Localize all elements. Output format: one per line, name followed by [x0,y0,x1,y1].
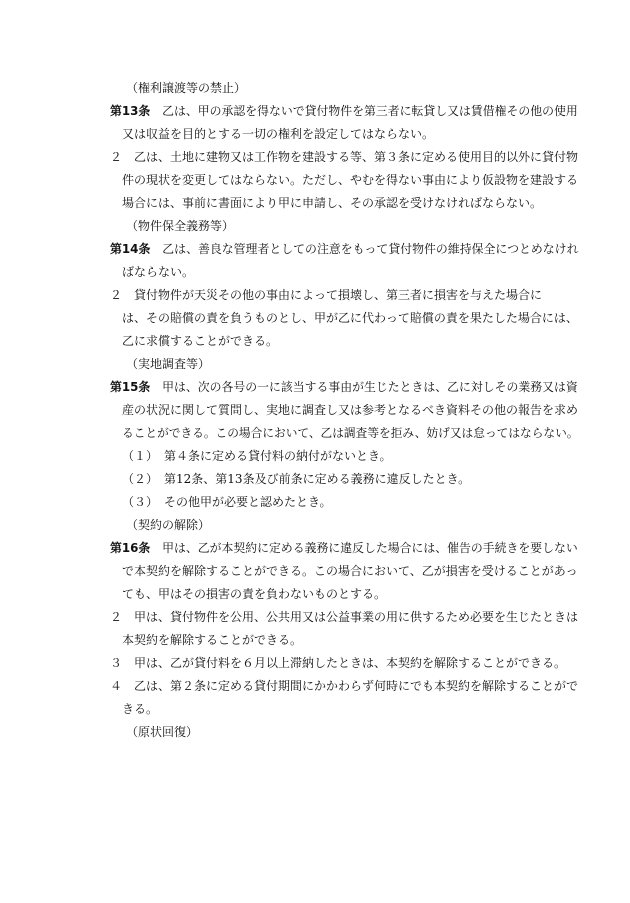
clause-text: 貸付物件が天災その他の事由によって損壊し、第三者に損害を与えた場合に [134,288,543,302]
clause-number: ２ [110,150,123,164]
list-item [122,471,470,487]
article-line [110,379,578,395]
clause-line [110,678,578,694]
clause-number: ２ [110,288,123,302]
article-line [110,540,578,556]
clause-number: ４ [110,679,123,693]
article-line [110,103,578,119]
clause-text: は、その賠償の責を負うものとし、甲が乙に代わって賠償の責を果たした場合には、 [122,311,578,325]
article-number: 第13条 [110,104,151,118]
article-text: 甲は、次の各号の一に該当する事由が生じたときは、乙に対しその業務又は資 [162,380,578,394]
article-text: で本契約を解除することができる。この場合において、乙が損害を受けることがあっ [122,564,578,578]
article-heading: （実地調査等） [126,357,211,371]
clause-text: 乙は、土地に建物又は工作物を建設する等、第３条に定める使用目的以外に貸付物 [134,150,579,164]
article-number: 第16条 [110,541,151,555]
clause-text: 甲は、貸付物件を公用、公共用又は公益事業の用に供するため必要を生じたときは [134,610,579,624]
clause-text: 甲は、乙が貸付料を６月以上滞納したときは、本契約を解除することができる。 [134,656,567,670]
article-heading: （権利譲渡等の禁止） [126,81,247,95]
article-text: 乙は、善良な管理者としての注意をもって貸付物件の維持保全につとめなけれ [162,242,579,256]
article-heading: （契約の解除） [126,518,211,532]
clause-line [110,149,578,165]
clause-number: ３ [110,656,123,670]
clause-line [110,609,578,625]
article-text: 又は収益を目的とする一切の権利を設定してはならない。 [122,127,435,141]
item-text: 第４条に定める貸付料の納付がないとき。 [164,449,392,463]
article-text: ても、甲はその損害の責を負わないものとする。 [122,587,387,601]
clause-text: 件の現状を変更してはならない。ただし、やむを得ない事由により仮設物を建設する [122,173,579,187]
article-text: 産の状況に関して質問し、実地に調査し又は参考となるべき資料その他の報告を求め [122,403,579,417]
list-item [122,448,392,464]
clause-text: 本契約を解除することができる。 [122,633,303,647]
item-text: その他甲が必要と認めたとき。 [164,495,332,509]
article-line [110,241,578,257]
item-text: 第12条、第13条及び前条に定める義務に違反したとき。 [164,472,471,486]
article-number: 第15条 [110,380,151,394]
article-heading: （物件保全義務等） [126,219,235,233]
article-heading: （原状回復） [126,725,199,739]
clause-text: きる。 [122,702,159,716]
clause-number: ２ [110,610,123,624]
item-number: （２） [122,472,153,486]
article-text: ることができる。この場合において、乙は調査等を拒み、妨げ又は怠ってはならない。 [122,426,579,440]
article-text: 乙は、甲の承認を得ないで貸付物件を第三者に転貸し又は賃借権その他の使用 [162,104,578,118]
list-item [122,494,332,510]
item-number: （３） [122,495,153,509]
clause-text: 乙は、第２条に定める貸付期間にかかわらず何時にでも本契約を解除することがで [134,679,579,693]
clause-text: 場合には、事前に書面により甲に申請し、その承認を受けなければならない。 [122,196,543,210]
article-text: 甲は、乙が本契約に定める義務に違反した場合には、催告の手続きを要しない [162,541,578,555]
clause-line [110,287,542,303]
item-number: （１） [122,449,153,463]
article-text: ばならない。 [122,265,195,279]
clause-text: 乙に求償することができる。 [122,334,279,348]
article-number: 第14条 [110,242,151,256]
clause-line [110,655,566,671]
